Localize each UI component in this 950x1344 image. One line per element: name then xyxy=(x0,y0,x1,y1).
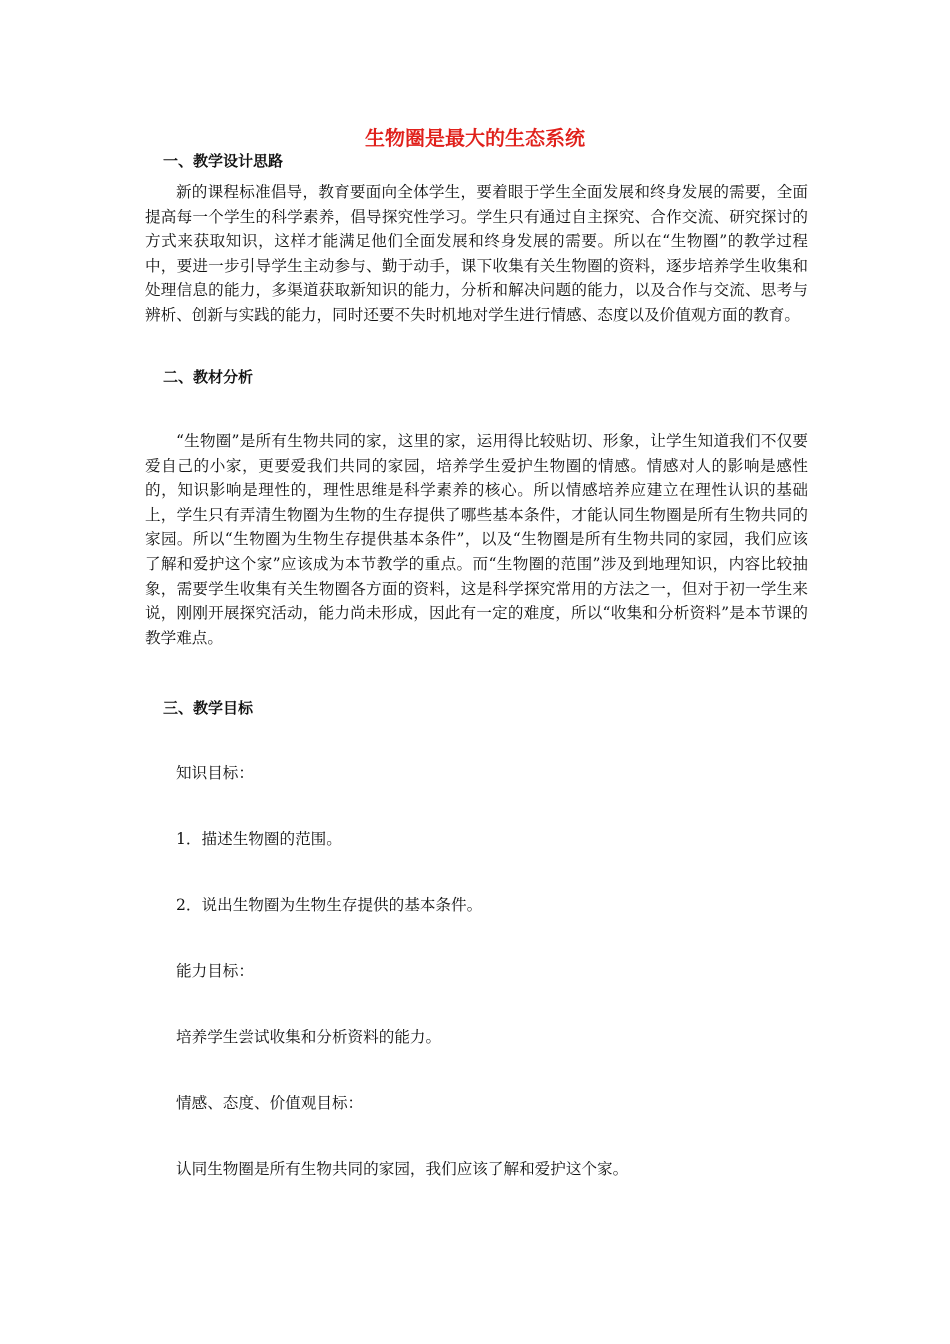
section-heading-design-approach: 一、教学设计思路 xyxy=(163,152,284,170)
goal-line-knowledge-2: 2．说出生物圈为生物生存提供的基本条件。 xyxy=(176,896,483,914)
goal-line-ability-label: 能力目标： xyxy=(176,962,254,980)
goal-line-attitude-label: 情感、态度、价值观目标： xyxy=(176,1094,364,1112)
section-heading-material-analysis: 二、教材分析 xyxy=(163,368,254,386)
goal-line-ability-1: 培养学生尝试收集和分析资料的能力。 xyxy=(176,1028,442,1046)
goal-line-knowledge-label: 知识目标： xyxy=(176,764,254,782)
document-title: 生物圈是最大的生态系统 xyxy=(365,126,585,150)
goal-line-knowledge-1: 1．描述生物圈的范围。 xyxy=(176,830,342,848)
goal-line-attitude-1: 认同生物圈是所有生物共同的家园，我们应该了解和爱护这个家。 xyxy=(176,1160,629,1178)
section-paragraph-design-approach: 新的课程标准倡导，教育要面向全体学生，要着眼于学生全面发展和终身发展的需要，全面提高每一个学生的科学素养，倡导探究性学习。学生只有通过自主探究、合作交流、研究探讨的方式来获取知识，这样才能满足他们全面发展和终身发展的需要。所以在“生物圈”的教学过程中，要进一步引导学生主动参与、勤于动手，课下收集有关生物圈的资料，逐步培养学生收集和处理信息的能力，多渠道获取新知识的能力，分析和解决问题的能力，以及合作与交流、思考与辨析、创新与实践的能力，同时还要不失时机地对学生进行情感、态度以及价值观方面的教育。 xyxy=(145,183,808,324)
section-paragraph-material-analysis: “生物圈”是所有生物共同的家，这里的家，运用得比较贴切、形象，让学生知道我们不仅要爱自己的小家，更要爱我们共同的家园，培养学生爱护生物圈的情感。情感对人的影响是感性的，知识影响是理性的，理性思维是科学素养的核心。所以情感培养应建立在理性认识的基础上，学生只有弄清生物圈为生物的生存提供了哪些基本条件，才能认同生物圈是所有生物共同的家园。所以“生物圈为生物生存提供基本条件”，以及“生物圈是所有生物共同的家园，我们应该了解和爱护这个家”应该成为本节教学的重点。而“生物圈的范围”涉及到地理知识，内容比较抽象，需要学生收集有关生物圈各方面的资料，这是科学探究常用的方法之一，但对于初一学生来说，刚刚开展探究活动，能力尚未形成，因此有一定的难度，所以“收集和分析资料”是本节课的教学难点。 xyxy=(145,432,808,647)
section-heading-teaching-goals: 三、教学目标 xyxy=(163,699,254,717)
